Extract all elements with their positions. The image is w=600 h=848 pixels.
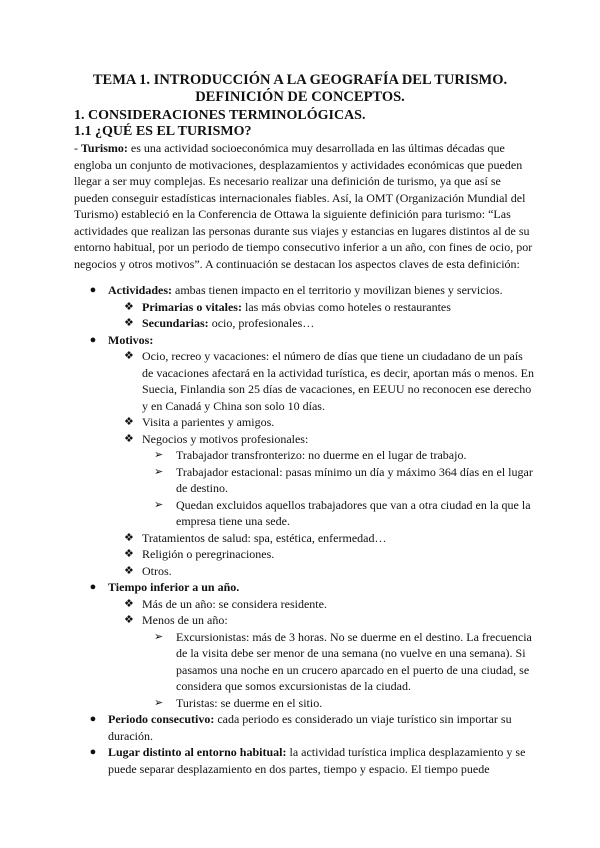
intro-paragraph	[74, 140, 534, 272]
visita-text: Visita a parientes y amigos.	[142, 415, 275, 429]
arrowhead-bullet-icon: ➢	[154, 465, 164, 478]
key-aspects-list	[74, 282, 534, 777]
list-item-motivos	[74, 332, 534, 580]
excursionistas-text: Excursionistas: más de 3 horas. No se duerme en el destino. La frecuencia de la visita debe ser menor de una semana (no vuelve en una semana). Si pasamos una noche en un crucero aparcado en el puerto de una ciudad, se considera que somos excursionistas de la ciudad.	[176, 629, 532, 693]
excluidos-text: Quedan excluidos aquellos trabajadores que van a otra ciudad en la que la empresa tiene una sede.	[176, 497, 531, 528]
diamond-bullet-icon: ❖	[124, 300, 134, 313]
menos-sublist	[154, 629, 534, 712]
title-line-1: TEMA 1. INTRODUCCIÓN A LA GEOGRAFÍA DEL TURISMO.	[92, 72, 508, 88]
list-item-religion	[124, 546, 534, 563]
lugar-term: Lugar distinto al entorno habitual:	[108, 745, 287, 759]
list-item-otros	[124, 563, 534, 580]
secundarias-text: ocio, profesionales…	[208, 316, 315, 330]
intro-text: es una actividad socioeconómica muy desarrollada en las últimas décadas que engloba un conjunto de motivaciones, desplazamientos y actividades económicas que pueden llegar a ser muy complejas. Es necesario realizar una definición de turismo, ya que así se pueden conseguir estadísticas internacionales fiables. Así, la OMT (Organización Mundial del Turismo) estableció en la Conferencia de Ottawa la siguiente definición para turismo: “Las actividades que realizan las personas durante sus viajes y estancias en lugares distintos al de su entorno habitual, por un periodo de tiempo consecutivo inferior a un año, con fines de ocio, por negocios y otros motivos”. A continuación se destacan los aspectos claves de esta definición:	[74, 141, 533, 271]
transfronterizo-text: Trabajador transfronterizo: no duerme en el lugar de trabajo.	[176, 448, 467, 462]
turistas-text: Turistas: se duerme en el sitio.	[176, 695, 323, 710]
diamond-bullet-icon: ❖	[124, 564, 134, 577]
list-item-transfronterizo	[154, 447, 534, 464]
list-item-actividades	[74, 282, 534, 332]
list-item-mas-de-un-ano	[124, 596, 534, 613]
mas-text: Más de un año: se considera residente.	[142, 596, 327, 611]
diamond-bullet-icon: ❖	[124, 531, 134, 544]
list-item-negocios	[124, 431, 534, 530]
arrowhead-bullet-icon: ➢	[154, 449, 164, 461]
circle-bullet-icon: ●	[89, 713, 97, 725]
title-line-2: DEFINICIÓN DE CONCEPTOS.	[195, 89, 405, 105]
religion-text: Religión o peregrinaciones.	[142, 547, 275, 561]
actividades-term: Actividades:	[108, 283, 172, 297]
intro-prefix: -	[74, 141, 81, 155]
diamond-bullet-icon: ❖	[124, 614, 134, 626]
circle-bullet-icon: ●	[89, 333, 97, 346]
section-heading-1-1: 1.1 ¿QUÉ ES EL TURISMO?	[74, 124, 252, 139]
circle-bullet-icon: ●	[89, 581, 97, 593]
menos-text: Menos de un año:	[142, 613, 228, 627]
motivos-term: Motivos:	[108, 332, 154, 347]
secundarias-term: Secundarias:	[142, 316, 209, 330]
list-item-estacional	[154, 464, 534, 497]
diamond-bullet-icon: ❖	[124, 548, 134, 560]
primarias-term: Primarias o vitales:	[142, 299, 242, 314]
page-title	[60, 72, 540, 106]
negocios-sublist	[154, 447, 534, 530]
diamond-bullet-icon: ❖	[124, 416, 134, 428]
list-item-periodo	[74, 711, 534, 744]
periodo-term: Periodo consecutivo:	[108, 712, 215, 726]
list-item-turistas	[154, 695, 534, 712]
section-heading-1: 1. CONSIDERACIONES TERMINOLÓGICAS.	[74, 108, 366, 123]
negocios-text: Negocios y motivos profesionales:	[142, 431, 309, 446]
diamond-bullet-icon: ❖	[124, 432, 134, 445]
arrowhead-bullet-icon: ➢	[154, 696, 164, 709]
ocio-text: Ocio, recreo y vacaciones: el número de días que tiene un ciudadano de un país de vacaciones afectará en la actividad turística, es decir, aportan más o menos. En Suecia, Finlandia son 25 días de vacaciones, en EEUU no reconocen ese derecho y en Canadá y China son solo 10 días.	[142, 349, 535, 413]
actividades-sublist	[124, 299, 534, 332]
actividades-text: ambas tienen impacto en el territorio y movilizan bienes y servicios.	[172, 283, 503, 297]
circle-bullet-icon: ●	[89, 746, 97, 758]
list-item-tiempo	[74, 579, 534, 711]
diamond-bullet-icon: ❖	[124, 317, 134, 329]
list-item-menos-de-un-ano	[124, 612, 534, 711]
motivos-sublist	[124, 348, 534, 579]
arrowhead-bullet-icon: ➢	[154, 498, 164, 511]
list-item-excluidos	[154, 497, 534, 530]
estacional-text: Trabajador estacional: pasas mínimo un día y máximo 364 días en el lugar de destino.	[176, 464, 533, 495]
list-item-excursionistas	[154, 629, 534, 695]
lugar-text: la actividad turística implica desplazamiento y se puede separar desplazamiento en dos partes, tiempo y espacio. El tiempo puede	[108, 745, 526, 776]
list-item-primarias	[124, 299, 534, 316]
circle-bullet-icon: ●	[89, 284, 97, 296]
salud-text: Tratamientos de salud: spa, estética, enfermedad…	[142, 530, 387, 545]
list-item-ocio	[124, 348, 534, 414]
list-item-lugar	[74, 744, 534, 777]
list-item-secundarias	[124, 315, 534, 332]
arrowhead-bullet-icon: ➢	[154, 630, 164, 643]
list-item-visita	[124, 414, 534, 431]
intro-term: Turismo:	[81, 141, 128, 155]
list-item-salud	[124, 530, 534, 547]
diamond-bullet-icon: ❖	[124, 597, 134, 610]
otros-text: Otros.	[142, 563, 172, 578]
periodo-text: cada periodo es considerado un viaje turístico sin importar su duración.	[108, 712, 512, 743]
tiempo-term: Tiempo inferior a un año.	[108, 580, 240, 594]
tiempo-sublist	[124, 596, 534, 712]
diamond-bullet-icon: ❖	[124, 350, 134, 362]
primarias-text: las más obvias como hoteles o restaurantes	[241, 299, 451, 314]
